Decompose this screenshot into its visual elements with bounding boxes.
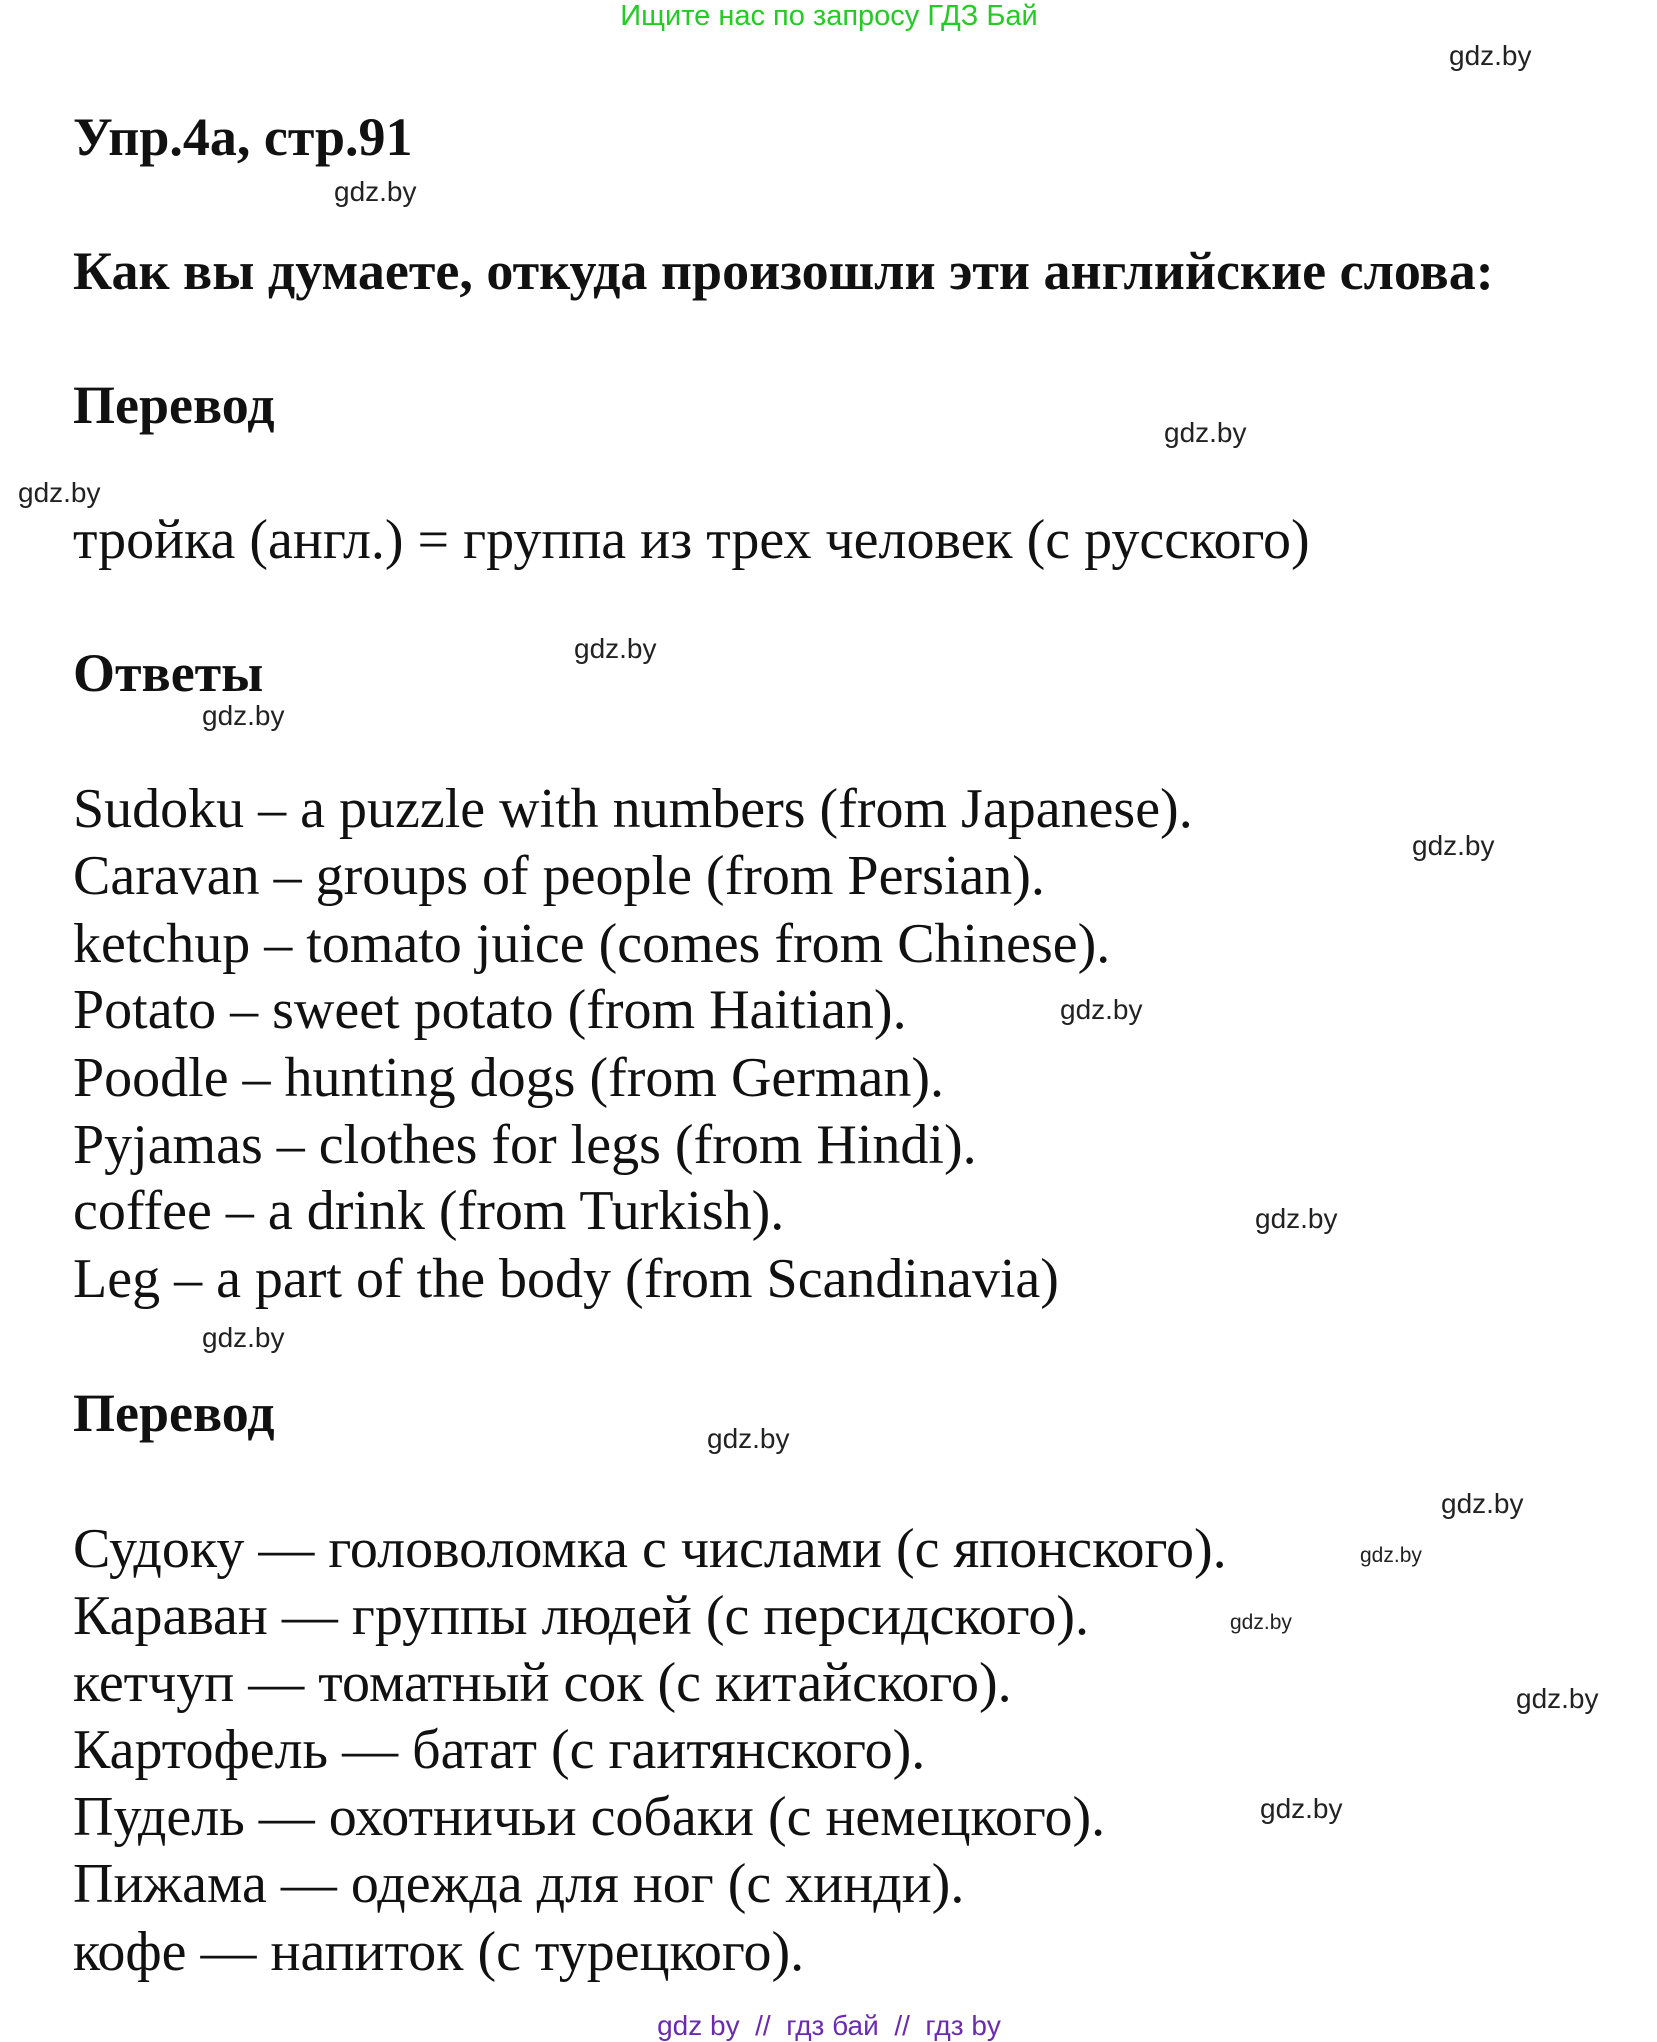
footer-watermark: gdz by // гдз бай // гдз by (657, 2010, 1001, 2041)
watermark: gdz.by (1060, 994, 1143, 1025)
section-heading-translation-2: Перевод (73, 1383, 275, 1443)
section-heading-answers: Ответы (73, 643, 264, 703)
watermark: gdz.by (1360, 1544, 1422, 1567)
watermark: gdz.by (334, 176, 417, 207)
watermark: gdz.by (574, 633, 657, 664)
answer-line: Leg – a part of the body (from Scandinavia) (73, 1248, 1059, 1310)
answer-line: Sudoku – a puzzle with numbers (from Japanese). (73, 778, 1193, 840)
translation-line: Пижама — одежда для ног (с хинди). (73, 1853, 965, 1915)
translation-line: Картофель — батат (с гаитянского). (73, 1719, 926, 1781)
translation-line: кетчуп — томатный сок (с китайского). (73, 1652, 1012, 1714)
exercise-title: Упр.4а, стр.91 (73, 107, 413, 167)
question-text: Как вы думаете, откуда произошли эти английские слова: (73, 241, 1494, 301)
watermark: gdz.by (1230, 1611, 1292, 1634)
section-heading-translation-1: Перевод (73, 375, 275, 435)
translation-line: Судоку — головоломка с числами (с японского). (73, 1518, 1227, 1580)
answer-line: coffee – a drink (from Turkish). (73, 1180, 785, 1242)
watermark: gdz.by (202, 1322, 285, 1353)
translation-line: Пудель — охотничьи собаки (с немецкого). (73, 1786, 1106, 1848)
answer-line: Poodle – hunting dogs (from German). (73, 1047, 944, 1109)
answer-line: ketchup – tomato juice (comes from Chinese). (73, 913, 1111, 975)
watermark: gdz.by (18, 477, 101, 508)
watermark: gdz.by (707, 1423, 790, 1454)
search-banner: Ищите нас по запросу ГДЗ Бай (620, 0, 1038, 32)
watermark: gdz.by (1164, 417, 1247, 448)
watermark: gdz.by (1255, 1203, 1338, 1234)
watermark: gdz.by (1449, 40, 1532, 71)
answer-line: Caravan – groups of people (from Persian). (73, 845, 1045, 907)
translation-line: тройка (англ.) = группа из трех человек (с русского) (73, 509, 1310, 571)
watermark: gdz.by (1260, 1793, 1343, 1824)
watermark: gdz.by (1441, 1488, 1524, 1519)
translation-line: Караван — группы людей (с персидского). (73, 1585, 1089, 1647)
answer-line: Potato – sweet potato (from Haitian). (73, 979, 907, 1041)
watermark: gdz.by (1412, 830, 1495, 861)
watermark: gdz.by (1516, 1683, 1599, 1714)
translation-line: кофе — напиток (с турецкого). (73, 1921, 805, 1983)
watermark: gdz.by (202, 700, 285, 731)
answer-line: Pyjamas – clothes for legs (from Hindi). (73, 1114, 977, 1176)
